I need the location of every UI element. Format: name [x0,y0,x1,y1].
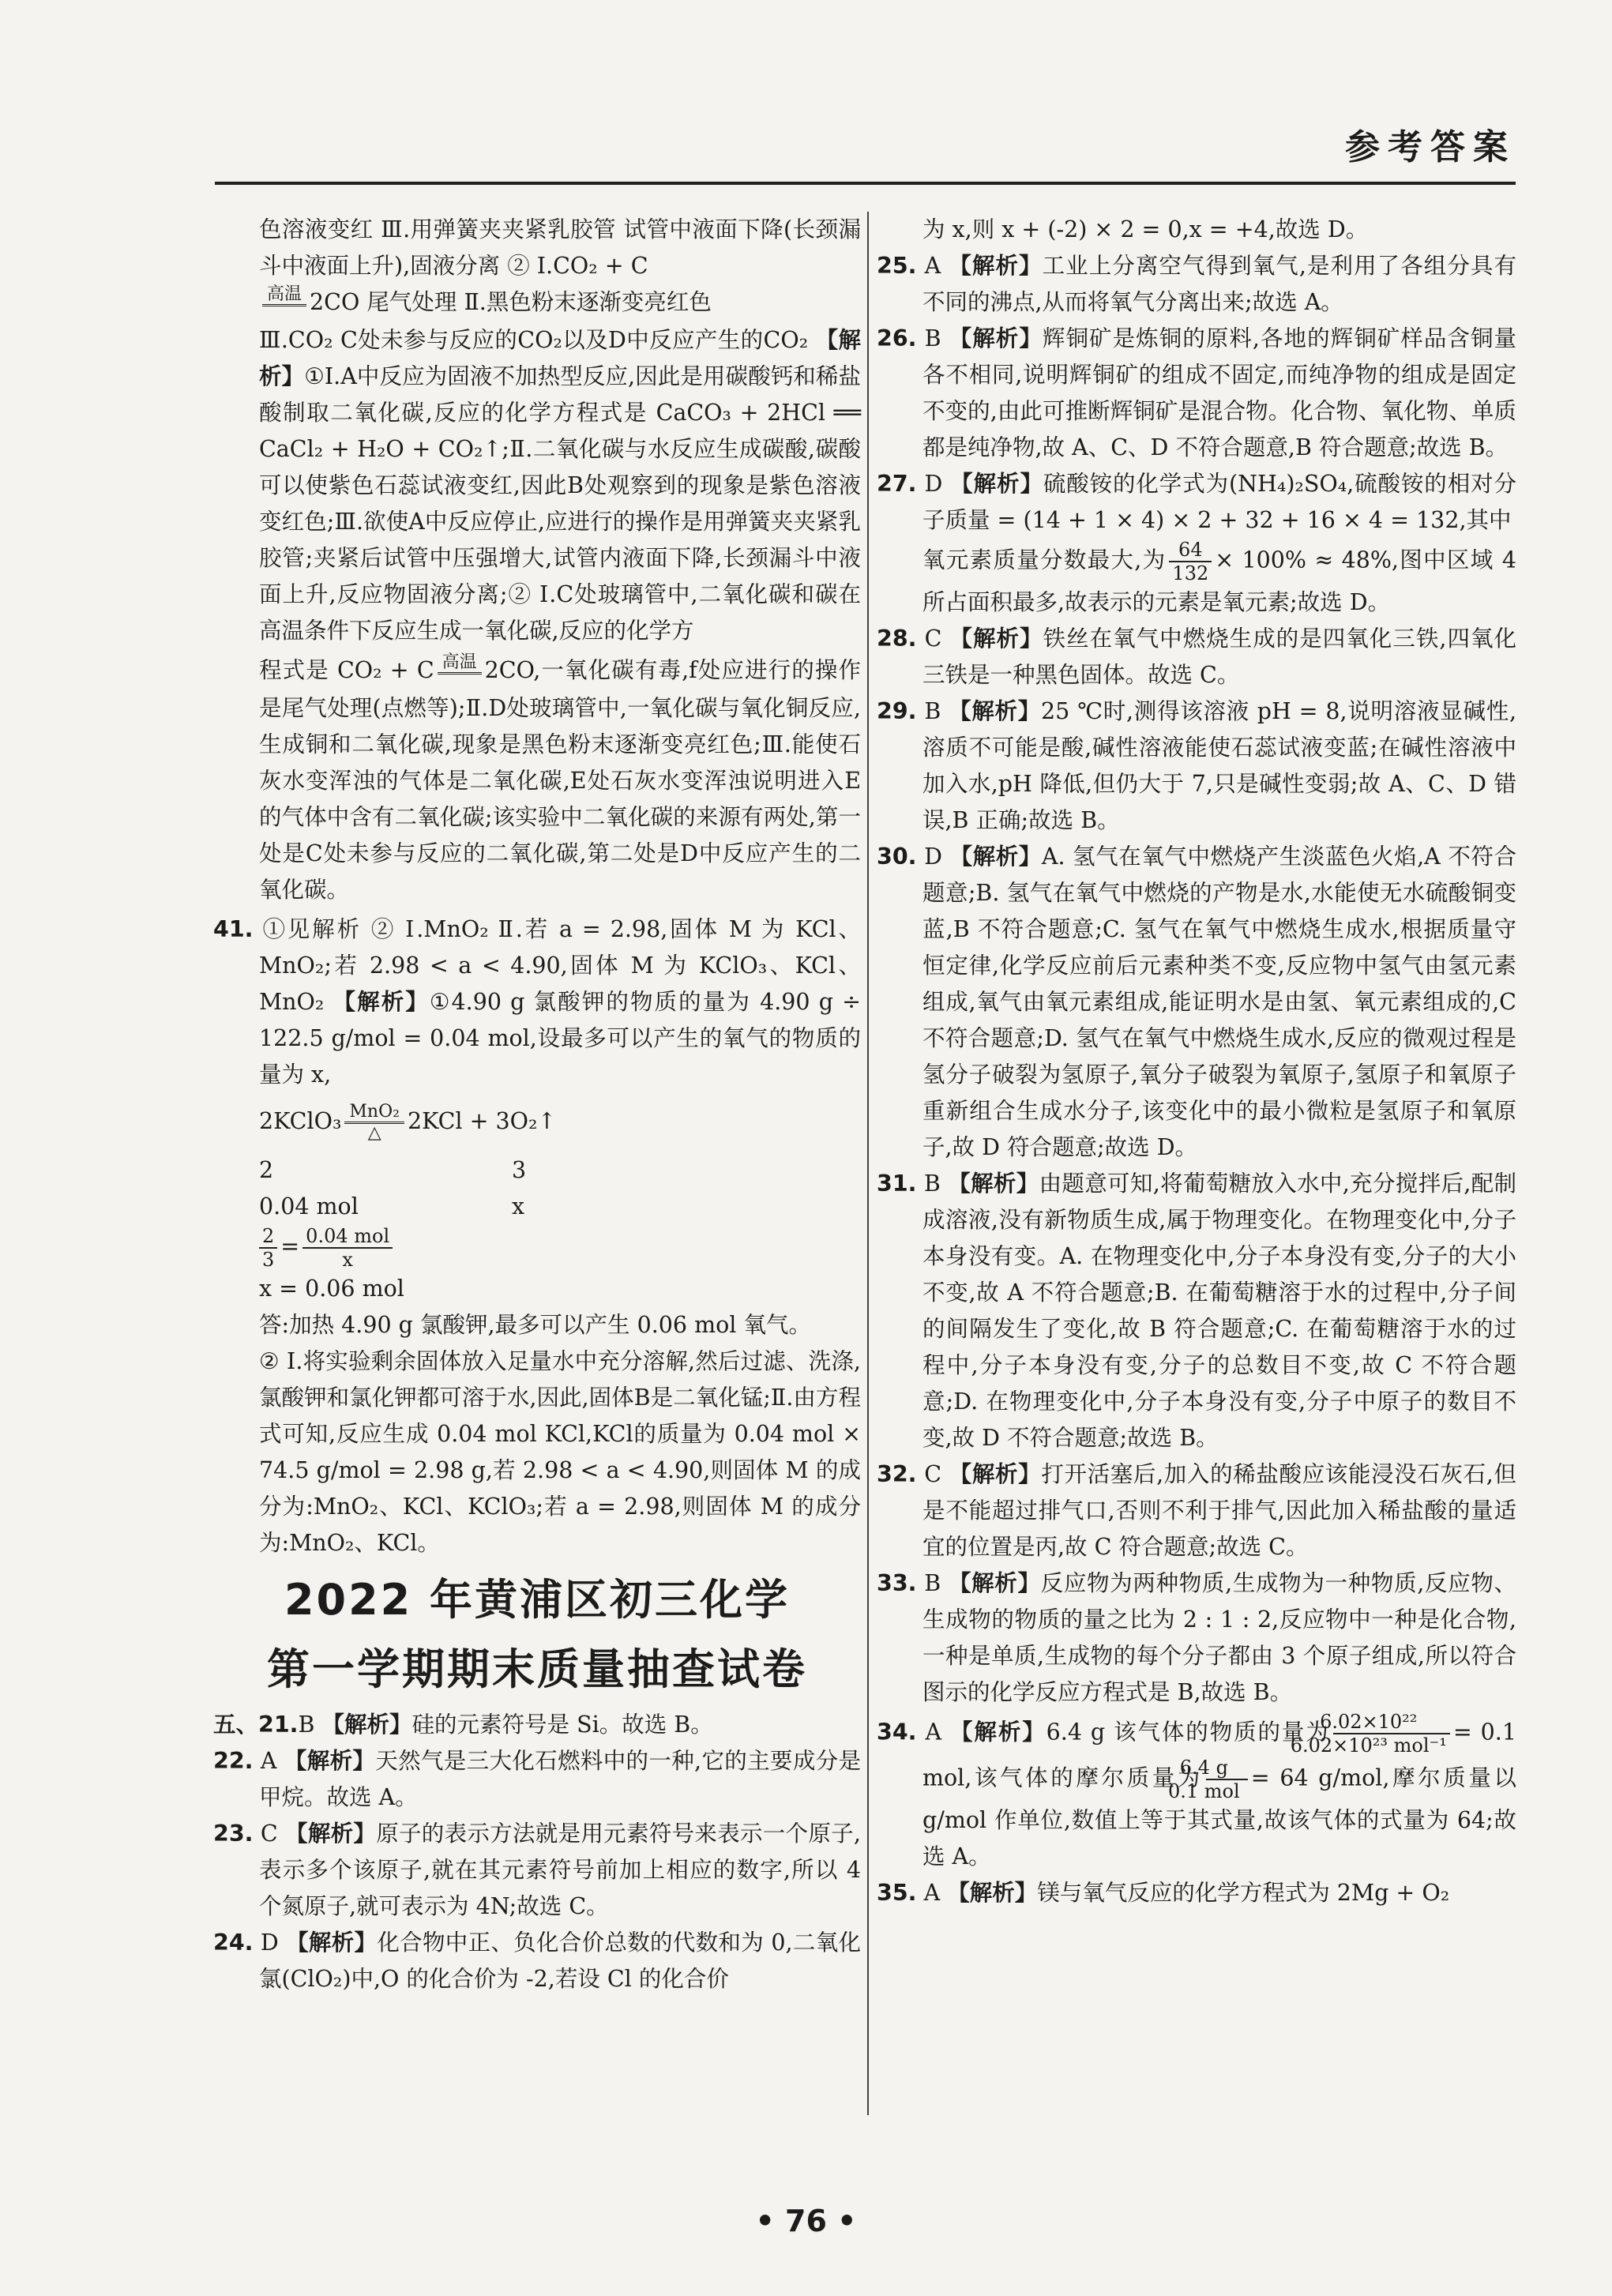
q31 [877,1166,1516,1456]
amount-a: 0.04 mol [259,1193,359,1219]
q31-number: 31. [877,1171,917,1197]
q28-analysis: 铁丝在氧气中燃烧生成的是四氧化三铁,四氧化三铁是一种黑色固体。故选 C。 [922,626,1516,688]
q24-analysis: 化合物中正、负化合价总数的代数和为 0,二氧化氯(ClO₂)中,O 的化合价为 -2,若设 Cl 的化合价 [259,1930,862,1992]
q21-answer: B [298,1712,315,1738]
q22-number: 22. [213,1748,254,1774]
denominator: 132 [1172,562,1209,584]
q30-analysis: A. 氢气在氧气中燃烧产生淡蓝色火焰,A 不符合题意;B. 氢气在氧气中燃烧的产物是水,水能使无水硫酸铜变蓝,B 不符合题意;C. 氢气在氧气中燃烧生成水,根据质量守恒定律,化学反应前后元素种类不变,反应物中氢气由氢元素组成,氧气由氧元素组成,能证明水是由氢、氧元素组成的,C 不符合题意;D. 氢气在氧气中燃烧生成水,反应的微观过程是氢分子破裂为氢原子,氧分子破裂为氧原子,氢原子和氧原子重新组合生成水分子,该变化中的最小微粒是氢原子和氧原子,故 D 符合题意;故选 D。 [922,844,1516,1160]
ratio-frac-2 [302,1225,393,1271]
numerator: 6.02×10²² [1333,1711,1450,1734]
q29-answer: B [924,698,941,724]
q34-text-2: = 0.1 mol,该气体的摩尔质量为 [922,1719,1516,1791]
q25-analysis: 工业上分离空气得到氧气,是利用了各组分具有不同的沸点,从而将氧气分离出来;故选 A。 [922,253,1516,315]
q32 [877,1456,1516,1565]
q30-answer: D [924,844,942,870]
analysis-tag: 【解析】 [284,1748,376,1774]
analysis-tag: 【解析】 [950,1719,1046,1745]
analysis-tag: 【解析】 [949,844,1042,870]
q33-number: 33. [877,1570,917,1596]
denominator: 3 [262,1249,275,1271]
numerator: 64 [1169,539,1212,562]
q26-analysis: 辉铜矿是炼铜的原料,各地的辉铜矿样品含铜量各不相同,说明辉铜矿的组成不固定,而纯净物的组成是固定不变的,由此可推断辉铜矿是混合物。化合物、氧化物、单质都是纯净物,故 A、C、D 不符合题意,B 符合题意;故选 B。 [922,325,1517,460]
q40-text-d: ①Ⅰ.A中反应为固液不加热型反应,因此是用碳酸钙和稀盐酸制取二氧化碳,反应的化学方程式是 CaCO₃ + 2HCl ══ CaCl₂ + H₂O + CO₂↑;Ⅱ.二氧化碳与水反应生成碳酸,碳酸可以使紫色石蕊试液变红,因此B处观察到的现象是紫色溶液变红色;Ⅲ.欲使A中反应停止,应进行的操作是用弹簧夹夹紧乳胶管;夹紧后试管中压强增大,试管内液面下降,长颈漏斗中液面上升,反应物固液分离;② Ⅰ.C处玻璃管中,二氧化碳和碳在高温条件下反应生成一氧化碳,反应的化学方 [259,363,861,644]
q24-continued: 为 x,则 x + (-2) × 2 = 0,x = +4,故选 D。 [922,216,1369,242]
q25-answer: A [924,253,941,279]
q27-fraction [1169,539,1212,584]
q27-analysis: 硫酸铵的化学式为(NH₄)₂SO₄,硫酸铵的相对分子质量 = (14 + 1 × 4) × 2 + 32 + 16 × 4 = 132,其中 [922,471,1516,533]
analysis-tag: 【解析】 [285,1821,377,1847]
analysis-tag: 【解析】 [949,1461,1042,1487]
q26-answer: B [924,325,941,351]
q32-analysis: 打开活塞后,加入的稀盐酸应该能浸没石灰石,但是不能超过排气口,否则不利于排气,因此加入稀盐酸的量适宜的位置是丙,故 C 符合题意;故选 C。 [922,1461,1517,1560]
reactant: 2KClO₃ [259,1108,342,1134]
q32-number: 32. [877,1461,917,1487]
products: 2KCl + 3O₂↑ [407,1108,557,1134]
q21-number: 五、21. [213,1712,299,1738]
q31-answer: B [923,1171,941,1197]
denominator: x [342,1249,353,1271]
q40-text-e2: 2CO,一氧化碳有毒,f处应进行的操作是尾气处理(点燃等);Ⅱ.D处玻璃管中,一氧化碳与氧化铜反应,生成铜和二氧化碳,现象是黑色粉末逐渐变亮红色;Ⅲ.能使石灰水变浑浊的气体是二氧化碳,E处石灰水变浑浊说明进入E的气体中含有二氧化碳;该实验中二氧化碳的来源有两处,第一处是C处未参与反应的二氧化碳,第二处是D中反应产生的二氧化碳。 [259,657,861,903]
condition-label: 高温 [438,653,482,675]
q31-analysis: 由题意可知,将葡萄糖放入水中,充分搅拌后,配制成溶液,没有新物质生成,属于物理变化。在物理变化中,分子本身没有变。A. 在物理变化中,分子本身没有变,分子的大小不变,故 A 不符合题意;B. 在葡萄糖溶于水的过程中,分子间的间隔发生了变化,故 B 符合题意;C. 在葡萄糖溶于水的过程中,分子本身没有变,分子的总数目不变,故 C 不符合题意;D. 在物理变化中,分子本身没有变,分子中原子的数目不变,故 D 不符合题意;故选 B。 [922,1171,1516,1451]
q23-answer: C [260,1821,278,1847]
q30-number: 30. [877,844,917,870]
header-rule [215,182,1516,185]
q34 [877,1711,1516,1875]
q27-text: 氧元素质量分数最大,为 [922,547,1167,573]
q26-number: 26. [877,325,917,351]
q40-text-b: 2CO 尾气处理 Ⅱ.黑色粉末逐渐变亮红色 [310,289,712,315]
analysis-tag: 【解析】 [949,698,1042,724]
q27-text-2: × 100% ≈ 48%,图中区域 4 所占面积最多,故表示的元素是氧元素;故选 D。 [922,547,1516,615]
numerator: 0.04 mol [302,1225,393,1249]
exam-title-line2: 第一学期期末质量抽查试卷 [267,1644,807,1694]
q28-answer: C [924,626,942,652]
numerator: 6.4 g [1206,1757,1248,1780]
analysis-tag: 【解析】 [949,253,1043,279]
column-divider [867,212,869,2115]
q41-calculation [213,1103,861,1343]
page-number: • 76 • [755,2204,857,2238]
q40-continued [213,212,861,649]
q24-number: 24. [213,1930,254,1956]
q33-answer: B [924,1570,941,1596]
heat-symbol: △ [367,1123,381,1143]
q22-analysis: 天然气是三大化石燃料中的一种,它的主要成分是甲烷。故选 A。 [259,1748,862,1810]
q29-number: 29. [877,698,917,724]
q25 [877,248,1516,321]
header-title: 参考答案 [1345,127,1516,167]
q40-text-e1: 程式是 CO₂ + C [259,657,434,683]
q28 [877,621,1516,693]
q24-answer: D [260,1930,279,1956]
q33 [877,1565,1516,1711]
denominator: 0.1 mol [1168,1780,1240,1802]
left-column [213,212,861,1997]
equals: = [280,1233,300,1260]
analysis-tag: 【解析】 [948,1171,1039,1197]
q34-number: 34. [877,1719,917,1745]
final-answer: 答:加热 4.90 g 氯酸钾,最多可以产生 0.06 mol 氧气。 [259,1312,811,1338]
q27-cont [877,539,1516,621]
q35-answer: A [923,1880,941,1906]
coef-b: 3 [512,1157,527,1183]
q21 [213,1707,861,1743]
condition-label: 高温 [262,285,306,306]
ratio-frac-1 [259,1225,277,1271]
q35-number: 35. [877,1880,917,1906]
q34-answer: A [925,1719,942,1745]
q24 [213,1925,861,1997]
analysis-tag: 【解析】 [950,471,1043,497]
q29-analysis: 25 ℃时,测得该溶液 pH = 8,说明溶液显碱性,溶质不可能是酸,碱性溶液能使石蕊试液变蓝;在碱性溶液中加入水,pH 降低,但仍大于 7,只是碱性变弱;故 A、C、D 错误,B 正确;故选 B。 [922,698,1517,833]
q40-text-a: 色溶液变红 Ⅲ.用弹簧夹夹紧乳胶管 试管中液面下降(长颈漏斗中液面上升),固液分离 ② Ⅰ.CO₂ + C [259,216,861,279]
denominator: 6.02×10²³ mol⁻¹ [1290,1734,1447,1757]
q33-analysis: 反应物为两种物质,生成物为一种物质,反应物、生成物的物质的量之比为 2 : 1 : 2,反应物中一种是化合物,一种是单质,生成物的每个分子都由 3 个原子组成,所以符合图示的化学反应方程式是 B,故选 B。 [922,1570,1517,1705]
q41-answer: ①见解析 ② Ⅰ.MnO₂ Ⅱ.若 a = 2.98,固体 M 为 KCl、MnO₂;若 2.98 < a < 4.90,固体 M 为 KClO₃、KCl、MnO₂ [259,916,861,1015]
q41 [213,911,861,1093]
q34-fraction-1 [1290,1711,1450,1757]
amount-b: x [512,1193,525,1219]
analysis-tag: 【解析】 [259,327,861,389]
catalyst-condition [344,1103,404,1143]
q22-answer: A [260,1748,277,1774]
q40-text-c: Ⅲ.CO₂ C处未参与反应的CO₂以及D中反应产生的CO₂ [259,327,809,353]
q35-analysis: 镁与氧气反应的化学方程式为 2Mg + O₂ [1037,1880,1450,1906]
q23-analysis: 原子的表示方法就是用元素符号来表示一个原子,表示多个该原子,就在其元素符号前加上相应的数字,所以 4 个氮原子,就可表示为 4N;故选 C。 [259,1821,861,1919]
q23 [213,1816,861,1925]
q41-part2: ② Ⅰ.将实验剩余固体放入足量水中充分溶解,然后过滤、洗涤,氯酸钾和氯化钾都可溶于水,因此,固体B是二氧化锰;Ⅱ.由方程式可知,反应生成 0.04 mol KCl,KCl的质量为 0.04 mol × 74.5 g/mol = 2.98 g,若 2.98 < a < 4.90,则固体 M 的成分为:MnO₂、KCl、KClO₃;若 a = 2.98,则固体 M 的成分为:MnO₂、KCl。 [259,1348,861,1556]
exam-title-line1: 2022 年黄浦区初三化学 [284,1575,791,1625]
q27-answer: D [924,471,943,497]
reaction-equation [259,1103,861,1143]
analysis-tag: 【解析】 [286,1930,378,1956]
q41-number: 41. [213,916,254,942]
q34-text-1: 6.4 g 该气体的物质的量为 [1046,1719,1330,1745]
q27-number: 27. [877,471,917,497]
q25-number: 25. [877,253,917,279]
q23-number: 23. [213,1821,254,1847]
right-column [877,212,1516,1911]
analysis-tag: 【解析】 [949,325,1043,351]
q29 [877,693,1516,839]
q27 [877,466,1516,539]
high-temp-condition-2 [438,653,482,690]
q34-fraction-2 [1168,1757,1248,1802]
q35 [877,1875,1516,1911]
q21-analysis: 硅的元素符号是 Si。故选 B。 [411,1712,713,1738]
analysis-tag: 【解析】 [948,1570,1041,1596]
q22 [213,1743,861,1816]
catalyst-label: MnO₂ [344,1103,404,1124]
analysis-tag: 【解析】 [947,1880,1038,1906]
x-result: x = 0.06 mol [259,1276,404,1302]
analysis-tag: 【解析】 [321,1712,412,1738]
q41-analysis: ①4.90 g 氯酸钾的物质的量为 4.90 g ÷ 122.5 g/mol = 0.04 mol,设最多可以产生的氧气的物质的量为 x, [259,989,861,1088]
q40-equation-line [213,652,861,908]
q34-text-3: = 64 g/mol,摩尔质量以 g/mol 作单位,数值上等于其式量,故该气体的式量为 64;故选 A。 [922,1764,1516,1869]
coef-a: 2 [259,1157,274,1183]
ratio [259,1225,861,1271]
q28-number: 28. [877,626,917,652]
q26 [877,321,1516,466]
analysis-tag: 【解析】 [333,989,430,1015]
q32-answer: C [924,1461,942,1487]
q30 [877,839,1516,1166]
high-temp-condition [262,285,306,322]
numerator: 2 [259,1225,277,1249]
analysis-tag: 【解析】 [949,626,1043,652]
